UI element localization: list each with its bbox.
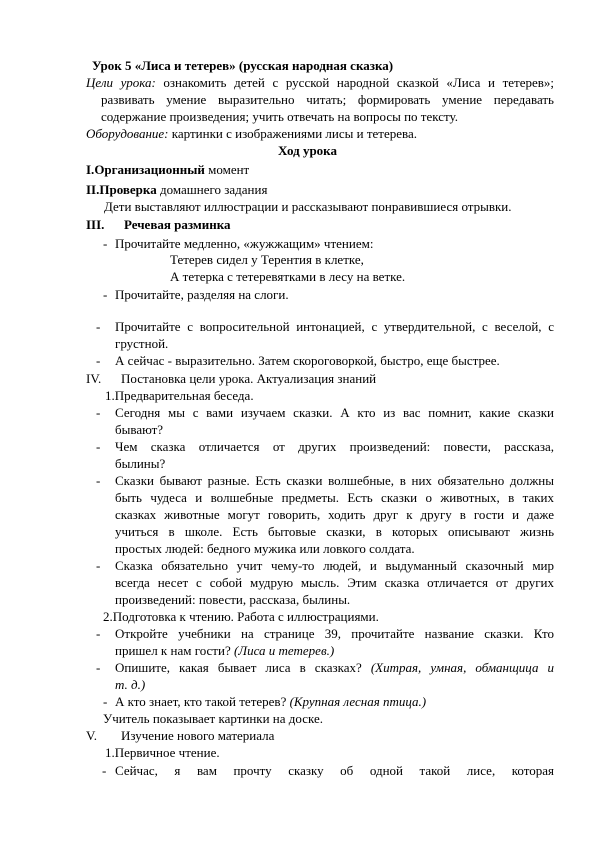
task-3-answer: (Крупная лесная птица.) xyxy=(289,694,427,709)
bullet-dash: - xyxy=(103,694,108,709)
bullet-dash: - xyxy=(96,473,101,488)
question-2b: былины? xyxy=(115,456,166,471)
warmup-item-1: Прочитайте медленно, «жужжащим» чтением: xyxy=(115,236,374,251)
section-2-text: Дети выставляют иллюстрации и рассказывают понравившиеся отрывки. xyxy=(104,199,512,214)
bullet-dash: - xyxy=(103,236,108,251)
tales-para-3: сказках животные могут говорить, ходить друг к другу в гости и даже xyxy=(115,507,554,522)
goals-line-2: развивать умение выразительно читать; формировать умение передавать xyxy=(101,92,554,107)
question-1a: Сегодня мы с вами изучаем сказки. А кто из вас помнит, какие сказки xyxy=(115,405,554,420)
goals-line-3: содержание произведения; учить отвечать на вопросы по тексту. xyxy=(101,109,458,124)
equipment-label: Оборудование: xyxy=(86,126,169,141)
section-1: I.Организационный момент xyxy=(86,162,250,177)
bullet-dash: - xyxy=(96,660,101,675)
equipment-line: Оборудование: картинки с изображениями лисы и тетерева. xyxy=(86,126,417,141)
reading-line-1: Сейчас, я вам прочту сказку об одной такой лисе, которая xyxy=(115,763,554,778)
bullet-dash: - xyxy=(96,319,101,334)
bullet-dash: - xyxy=(102,763,107,778)
task-2a: Опишите, какая бывает лиса в сказках? (Хитрая, умная, обманщица и xyxy=(115,660,555,675)
course-heading: Ход урока xyxy=(278,143,337,158)
tales-para-1: Сказки бывают разные. Есть сказки волшебные, в них обязательно должны xyxy=(115,473,554,488)
question-2a: Чем сказка отличается от других произведений: повести, рассказа, xyxy=(115,439,554,454)
task-2-answer: (Хитрая, умная, обманщица и xyxy=(370,660,555,675)
section-3-num: III. xyxy=(86,217,105,232)
task-1-answer: (Лиса и тетерев.) xyxy=(233,643,335,658)
subsection-2: 2.Подготовка к чтению. Работа с иллюстрациями. xyxy=(103,609,379,624)
task-2-answer-cont: т. д.) xyxy=(115,677,146,692)
warmup-item-4: А сейчас - выразительно. Затем скороговоркой, быстро, еще быстрее. xyxy=(115,353,500,368)
section-2: II.Проверка домашнего задания xyxy=(86,182,268,197)
warmup-item-3a: Прочитайте с вопросительной интонацией, с утвердительной, с веселой, с xyxy=(115,319,554,334)
subsection-5-1: 1.Первичное чтение. xyxy=(105,745,220,760)
bullet-dash: - xyxy=(96,558,101,573)
task-3: А кто знает, кто такой тетерев? (Крупная лесная птица.) xyxy=(115,694,427,709)
bullet-dash: - xyxy=(96,439,101,454)
task-1b: пришел к нам гости? (Лиса и тетерев.) xyxy=(115,643,335,658)
moral-para-3: произведений: повести, рассказа, былины. xyxy=(115,592,351,607)
tales-para-2: быть чудеса и волшебные предметы. Есть сказки о животных, в таких xyxy=(115,490,554,505)
bullet-dash: - xyxy=(103,287,108,302)
verse-line-2: А тетерка с тетеревятками в лесу на ветке. xyxy=(170,269,406,284)
warmup-item-3b: грустной. xyxy=(115,336,169,351)
section-5-title: Изучение нового материала xyxy=(121,728,275,743)
goals-label: Цели урока: xyxy=(86,75,156,90)
tales-para-5: простых людей: бедного мужика или ловкого солдата. xyxy=(115,541,415,556)
section-4-title: Постановка цели урока. Актуализация знаний xyxy=(121,371,377,386)
lesson-title: Урок 5 «Лиса и тетерев» (русская народная сказка) xyxy=(92,58,394,73)
section-5-num: V. xyxy=(86,728,97,743)
bullet-dash: - xyxy=(96,405,101,420)
moral-para-1: Сказка обязательно учит чему-то людей, и выдуманный сказочный мир xyxy=(115,558,554,573)
warmup-item-2: Прочитайте, разделяя на слоги. xyxy=(115,287,289,302)
subsection-1: 1.Предварительная беседа. xyxy=(105,388,254,403)
question-1b: бывают? xyxy=(115,422,164,437)
section-3-title: Речевая разминка xyxy=(124,217,231,232)
bullet-dash: - xyxy=(96,353,101,368)
section-4-num: IV. xyxy=(86,371,102,386)
goals-line-1: Цели урока: ознакомить детей с русской народной сказкой «Лиса и тетерев»; xyxy=(86,75,554,90)
moral-para-2: всегда несет с собой мудрую мысль. Этим сказка отличается от других xyxy=(115,575,554,590)
teacher-note: Учитель показывает картинки на доске. xyxy=(103,711,324,726)
task-1a: Откройте учебники на странице 39, прочитайте название сказки. Кто xyxy=(115,626,554,641)
tales-para-4: учиться в школе. Есть бытовые сказки, в которых описывают жизнь xyxy=(115,524,554,539)
bullet-dash: - xyxy=(96,626,101,641)
verse-line-1: Тетерев сидел у Терентия в клетке, xyxy=(170,252,364,267)
